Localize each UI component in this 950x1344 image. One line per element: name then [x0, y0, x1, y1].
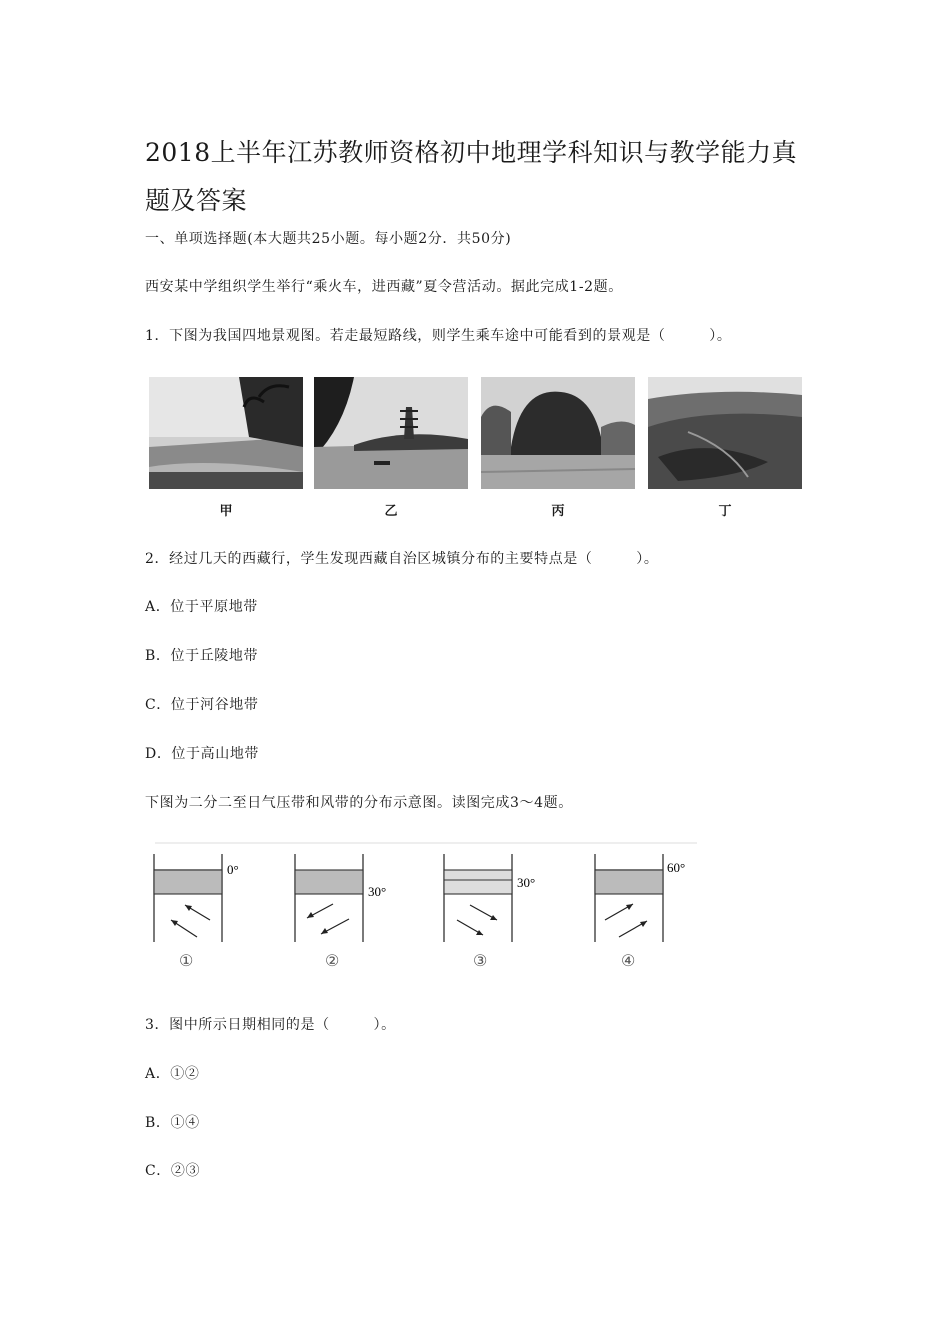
- belt-panel-3: [444, 854, 535, 970]
- q3-option-a: A．①②: [145, 1066, 200, 1082]
- question-3: 3．图中所示日期相同的是（ ）。: [145, 1017, 396, 1033]
- lat-label-2: 30°: [368, 884, 387, 899]
- photo-label-yi: 乙: [384, 504, 398, 519]
- landscape-photo-plateau: [648, 377, 802, 489]
- belt-panel-2: [295, 854, 386, 970]
- lat-label-3: 30°: [517, 875, 536, 890]
- q2-option-c: C．位于河谷地带: [145, 697, 259, 713]
- belt-panel-4: [595, 854, 685, 970]
- panel-number-1: ①: [179, 951, 194, 970]
- landscape-photo-pagoda: [314, 377, 468, 489]
- panel-number-3: ③: [473, 951, 488, 970]
- section-heading: 一、单项选择题(本大题共25小题。每小题2分．共50分): [145, 231, 512, 247]
- q2-option-a: A．位于平原地带: [145, 599, 258, 615]
- photo-label-ding: 丁: [718, 504, 732, 519]
- q2-option-d: D．位于高山地带: [145, 746, 260, 762]
- document-title-line1: 2018上半年江苏教师资格初中地理学科知识与教学能力真: [145, 138, 798, 167]
- belt-panel-1: [154, 854, 239, 970]
- lat-label-1: 0°: [227, 862, 239, 877]
- intro-text-2: 下图为二分二至日气压带和风带的分布示意图。读图完成3～4题。: [145, 795, 573, 811]
- photo-label-bing: 丙: [551, 504, 565, 519]
- q2-option-b: B．位于丘陵地带: [145, 648, 259, 664]
- panel-number-2: ②: [325, 951, 340, 970]
- pressure-belt-figure: [145, 842, 705, 974]
- landscape-photo-beach: [149, 377, 303, 489]
- lat-label-4: 60°: [667, 860, 686, 875]
- question-2: 2．经过几天的西藏行，学生发现西藏自治区城镇分布的主要特点是（ ）。: [145, 551, 659, 567]
- landscape-photo-karst: [481, 377, 635, 489]
- photo-label-jia: 甲: [219, 504, 233, 519]
- question-1: 1．下图为我国四地景观图。若走最短路线，则学生乘车途中可能看到的景观是（ ）。: [145, 328, 732, 344]
- q3-option-b: B．①④: [145, 1115, 200, 1131]
- intro-text-1: 西安某中学组织学生举行“乘火车，进西藏”夏令营活动。据此完成1-2题。: [145, 279, 623, 295]
- q3-option-c: C．②③: [145, 1163, 201, 1179]
- panel-number-4: ④: [621, 951, 636, 970]
- document-title-line2: 题及答案: [145, 186, 248, 215]
